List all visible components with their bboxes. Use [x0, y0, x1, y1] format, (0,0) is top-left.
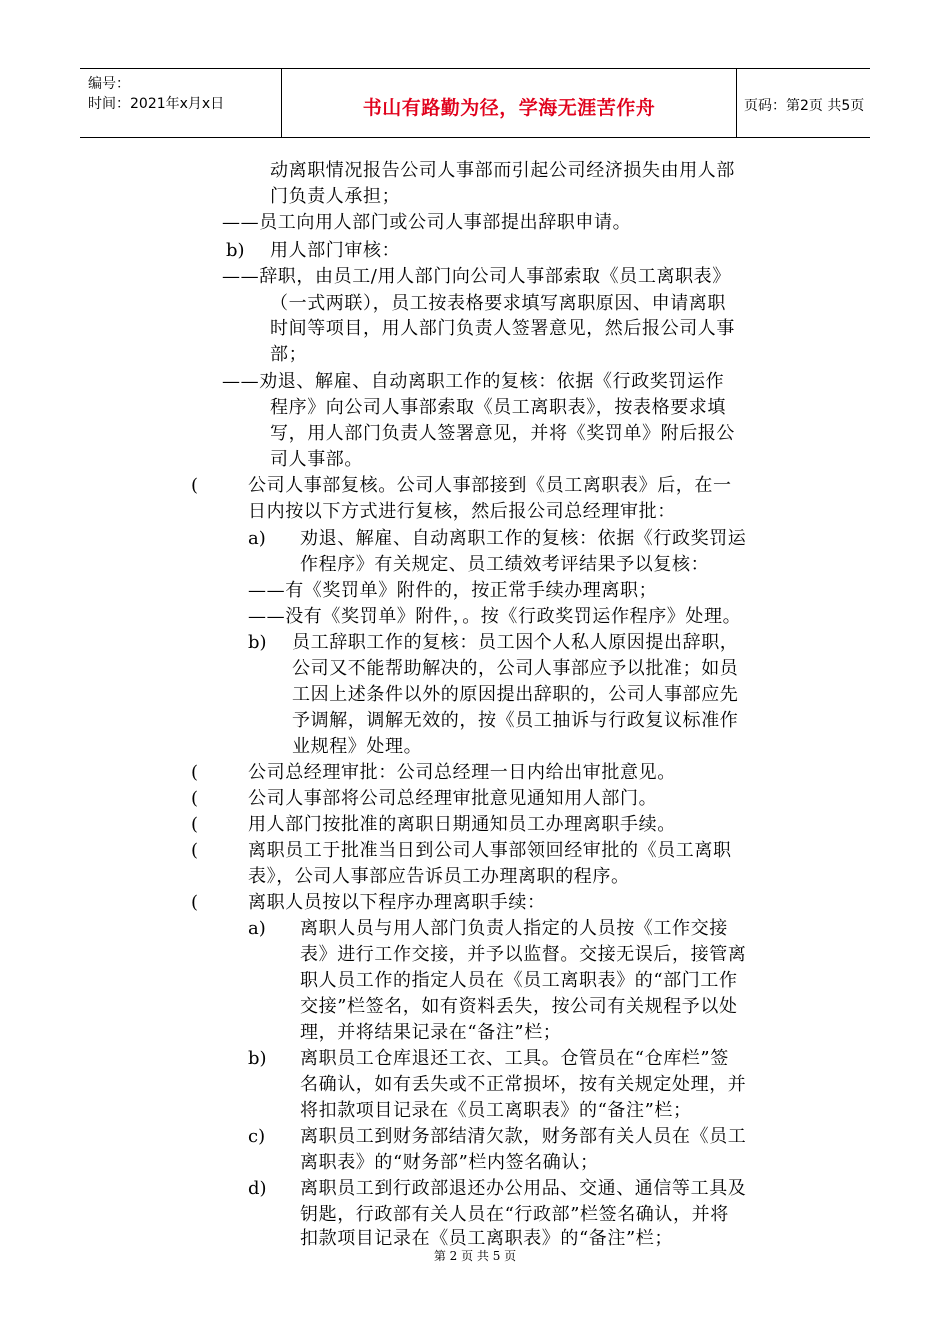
text-line: 离职人员与用人部门负责人指定的人员按《工作交接: [300, 918, 728, 939]
text-line: ——没有《奖罚单》附件，。按《行政奖罚运作程序》处理。: [248, 606, 742, 627]
text-line: 表》，公司人事部应告诉员工办理离职的程序。: [248, 866, 630, 887]
text-line: 理，并将结果记录在“备注”栏；: [300, 1022, 562, 1043]
text-line: （一式两联），员工按表格要求填写离职原因、申请离职: [270, 293, 726, 314]
text-line: ——劝退、解雇、自动离职工作的复核：依据《行政奖罚运作: [222, 371, 725, 392]
header-left-cell: [80, 69, 281, 137]
list-marker: b): [248, 1048, 267, 1069]
list-marker: c): [248, 1126, 266, 1147]
text-line: 离职人员按以下程序办理离职手续：: [248, 892, 546, 913]
text-line: ——有《奖罚单》附件的，按正常手续办理离职；: [248, 580, 658, 601]
list-marker: d): [248, 1178, 267, 1199]
text-line: 动离职情况报告公司人事部而引起公司经济损失由用人部: [270, 160, 735, 181]
text-line: 程序》向公司人事部索取《员工离职表》，按表格要求填: [270, 397, 726, 418]
text-line: 时间等项目，用人部门负责人签署意见，然后报公司人事: [270, 318, 735, 339]
text-line: 写，用人部门负责人签署意见，并将《奖罚单》附后报公: [270, 423, 735, 444]
text-line: 离职表》的“财务部”栏内签名确认；: [300, 1152, 599, 1173]
text-line: 交接”栏签名，如有资料丢失，按公司有关规程予以处: [300, 996, 738, 1017]
page-footer: 第 2 页 共 5 页: [433, 1249, 517, 1263]
text-line: 扣款项目记录在《员工离职表》的“备注”栏；: [300, 1228, 674, 1249]
text-line: 用人部门按批准的离职日期通知员工办理离职手续。: [248, 814, 676, 835]
list-marker: b): [248, 632, 267, 653]
list-marker: (: [191, 762, 199, 783]
list-marker: (: [191, 840, 199, 861]
time-label: 时间：2021年x月x日: [88, 96, 225, 112]
text-line: ——员工向用人部门或公司人事部提出辞职申请。: [222, 212, 632, 233]
text-line: 予调解，调解无效的，按《员工抽诉与行政复议标准作: [292, 710, 739, 731]
text-line: 离职员工到财务部结清欠款，财务部有关人员在《员工: [300, 1126, 747, 1147]
text-line: 公司又不能帮助解决的，公司人事部应予以批准；如员: [292, 658, 739, 679]
text-line: 职人员工作的指定人员在《员工离职表》的“部门工作: [300, 970, 738, 991]
text-line: 钥匙，行政部有关人员在“行政部”栏签名确认，并将: [300, 1204, 729, 1225]
text-line: ——辞职，由员工/用人部门向公司人事部索取《员工离职表》: [222, 266, 731, 287]
text-line: 用人部门审核：: [270, 240, 401, 261]
text-line: 工因上述条件以外的原因提出辞职的，公司人事部应先: [292, 684, 739, 705]
list-marker: (: [191, 892, 199, 913]
list-marker: a): [248, 918, 266, 939]
text-line: 将扣款项目记录在《员工离职表》的“备注”栏；: [300, 1100, 692, 1121]
list-marker: (: [191, 788, 199, 809]
text-line: 劝退、解雇、自动离职工作的复核：依据《行政奖罚运: [300, 528, 747, 549]
text-line: 表》进行工作交接，并予以监督。交接无误后，接管离: [300, 944, 747, 965]
list-marker: (: [191, 475, 199, 496]
text-line: 公司人事部将公司总经理审批意见通知用人部门。: [248, 788, 658, 809]
number-label: 编号：: [88, 76, 130, 92]
text-line: 作程序》有关规定、员工绩效考评结果予以复核：: [300, 554, 710, 575]
text-line: 公司总经理审批：公司总经理一日内给出审批意见。: [248, 762, 676, 783]
text-line: 离职员工到行政部退还办公用品、交通、通信等工具及: [300, 1178, 747, 1199]
text-line: 公司人事部复核。公司人事部接到《员工离职表》后，在一: [248, 475, 732, 496]
list-marker: (: [191, 814, 199, 835]
list-marker: a): [248, 528, 266, 549]
text-line: 部；: [270, 344, 308, 365]
text-line: 日内按以下方式进行复核，然后报公司总经理审批：: [248, 501, 676, 522]
text-line: 业规程》处理。: [292, 736, 423, 757]
list-marker: b): [226, 240, 245, 261]
text-line: 门负责人承担；: [270, 186, 401, 207]
text-line: 离职员工仓库退还工衣、工具。仓管员在“仓库栏”签: [300, 1048, 729, 1069]
text-line: 离职员工于批准当日到公司人事部领回经审批的《员工离职: [248, 840, 732, 861]
header-page-cell: [736, 69, 870, 137]
header-motto-cell: [281, 69, 737, 137]
text-line: 司人事部。: [270, 449, 363, 470]
page-info: 页码：第2页 共5页: [744, 98, 865, 114]
document-header: [80, 68, 870, 138]
text-line: 员工辞职工作的复核：员工因个人私人原因提出辞职，: [292, 632, 739, 653]
motto: 书山有路勤为径，学海无涯苦作舟: [362, 97, 656, 119]
text-line: 名确认，如有丢失或不正常损坏，按有关规定处理，并: [300, 1074, 747, 1095]
